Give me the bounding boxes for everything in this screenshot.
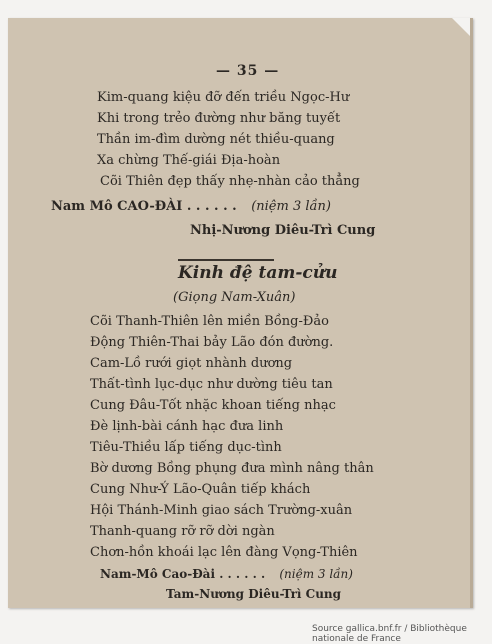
chant-note: (niệm 3 lần) — [279, 567, 353, 581]
section-title: Kinh đệ tam-cửu — [178, 263, 338, 283]
verse-line: Kim-quang kiệu đỡ đến triều Ngọc-Hư — [97, 90, 350, 105]
verse-line: Cõi Thanh-Thiên lên miền Bồng-Đảo — [90, 314, 329, 329]
verse-line: Xa chừng Thế-giái Địa-hoàn — [97, 153, 281, 168]
chant-note: (niệm 3 lần) — [251, 199, 331, 214]
section-subtitle: (Giọng Nam-Xuân) — [173, 290, 296, 305]
verse-line: Cung Đâu-Tốt nhặc khoan tiếng nhạc — [90, 398, 336, 413]
verse-line: Thần im-đìm dường nét thiều-quang — [97, 132, 335, 147]
section-divider — [178, 259, 274, 261]
verse-line: Chơn-hồn khoái lạc lên đàng Vọng-Thiên — [90, 545, 358, 560]
chant-text: Nam Mô CAO-ĐÀI . . . . . . — [51, 199, 237, 214]
verse-line: Đè lịnh-bài cánh hạc đưa linh — [90, 419, 284, 434]
attribution-bottom: Tam-Nương Diêu-Trì Cung — [166, 587, 342, 601]
chant-text: Nam-Mô Cao-Đài . . . . . . — [100, 567, 266, 581]
verse-line: Bờ dương Bồng phụng đưa mình nâng thân — [90, 461, 374, 476]
verse-line: Tiêu-Thiều lấp tiếng dục-tình — [90, 440, 282, 455]
scanned-page — [8, 18, 473, 608]
page-number: — 35 — — [216, 63, 280, 79]
verse-line: Hội Thánh-Minh giao sách Trường-xuân — [90, 503, 353, 518]
verse-line: Cõi Thiên đẹp thấy nhẹ-nhàn cảo thẳng — [100, 174, 360, 189]
attribution-top: Nhị-Nương Diêu-Trì Cung — [190, 223, 376, 238]
verse-line: Khi trong trẻo đường như băng tuyết — [97, 111, 341, 126]
chant-line-bottom — [100, 567, 353, 581]
verse-line: Thất-tình lục-dục như dường tiêu tan — [90, 377, 333, 392]
verse-line: Cam-Lồ rưới giọt nhành dương — [90, 356, 293, 371]
verse-line: Cung Như-Ý Lão-Quân tiếp khách — [90, 482, 311, 497]
verse-line: Thanh-quang rỡ rỡ dời ngàn — [90, 524, 275, 539]
verse-line: Động Thiên-Thai bảy Lão đón đường. — [90, 335, 334, 350]
chant-line-top — [51, 199, 331, 214]
page-fold-corner — [452, 18, 470, 36]
source-credit: Source gallica.bnf.fr / Bibliothèque nationale de France — [312, 624, 467, 644]
